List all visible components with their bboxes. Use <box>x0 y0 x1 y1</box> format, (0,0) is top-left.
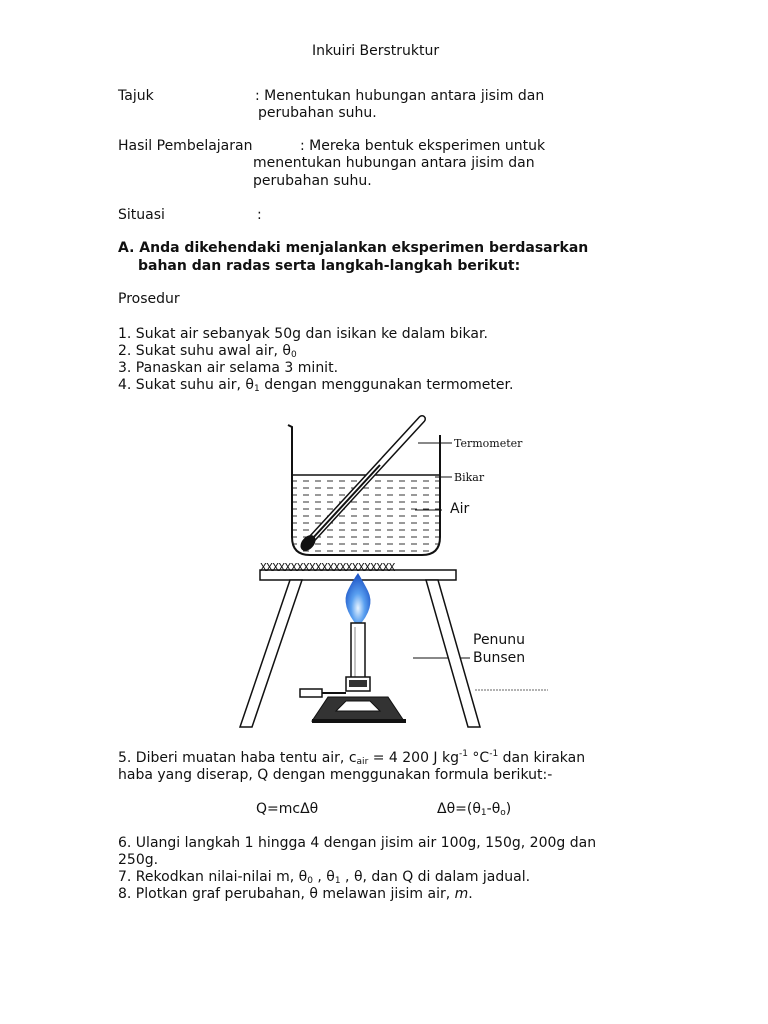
section-a-line-1: A. Anda dikehendaki menjalankan eksperimen berdasarkan <box>118 240 589 256</box>
step-5-line-2: haba yang diserap, Q dengan menggunakan formula berikut:- <box>118 767 553 783</box>
step-2: 2. Sukat suhu awal air, $\theta_0$ <box>118 343 297 360</box>
formula-delta-theta: $\Delta\theta=(\theta_1-\theta_o)$ <box>437 801 512 818</box>
step-3: 3. Panaskan air selama 3 minit. <box>118 360 339 376</box>
step-8: 8. Plotkan graf perubahan, θ melawan jisim air, m. <box>118 886 473 902</box>
label-bikar: Bikar <box>454 471 485 484</box>
step-4: 4. Sukat suhu air, $\theta_1$ dengan menggunakan termometer. <box>118 377 514 394</box>
label-penunu: Penunu <box>473 632 526 648</box>
tajuk-text-2: perubahan suhu. <box>258 105 377 121</box>
hasil-text-1: : Mereka bentuk eksperimen untuk <box>300 138 546 154</box>
wire-gauze: XXXXXXXXXXXXXXXXXXXXXX <box>260 561 395 574</box>
hasil-text-2: menentukan hubungan antara jisim dan <box>253 155 535 171</box>
hasil-label: Hasil Pembelajaran <box>118 138 253 154</box>
tajuk-label: Tajuk <box>118 88 154 104</box>
prosedur-heading: Prosedur <box>118 291 180 307</box>
formula-q: Q=mcΔθ <box>256 801 319 817</box>
hasil-text-3: perubahan suhu. <box>253 173 372 189</box>
document-title: Inkuiri Berstruktur <box>312 43 440 59</box>
step-1: 1. Sukat air sebanyak 50g dan isikan ke dalam bikar. <box>118 326 488 342</box>
tajuk-text-1: : Menentukan hubungan antara jisim dan <box>255 88 545 104</box>
step-5-line-1: 5. Diberi muatan haba tentu air, $c_{air} = 4$ 200 J $kg^{-1}$ $^\circ C^{-1}$ dan kirakan <box>118 749 586 767</box>
label-termometer: Termometer <box>454 437 523 450</box>
label-air: Air <box>450 501 470 517</box>
label-bunsen: Bunsen <box>473 650 526 666</box>
step-6-line-2: 250g. <box>118 852 159 868</box>
step-7: 7. Rekodkan nilai-nilai m, $\theta_0$ , $\theta_1$ , θ, dan Q di dalam jadual. <box>118 869 531 886</box>
step-6-line-1: 6. Ulangi langkah 1 hingga 4 dengan jisim air 100g, 150g, 200g dan <box>118 835 597 851</box>
section-a-line-2: bahan dan radas serta langkah-langkah berikut: <box>138 258 521 274</box>
situasi-label: Situasi <box>118 207 165 223</box>
situasi-colon: : <box>257 207 262 223</box>
apparatus-diagram <box>230 415 570 735</box>
